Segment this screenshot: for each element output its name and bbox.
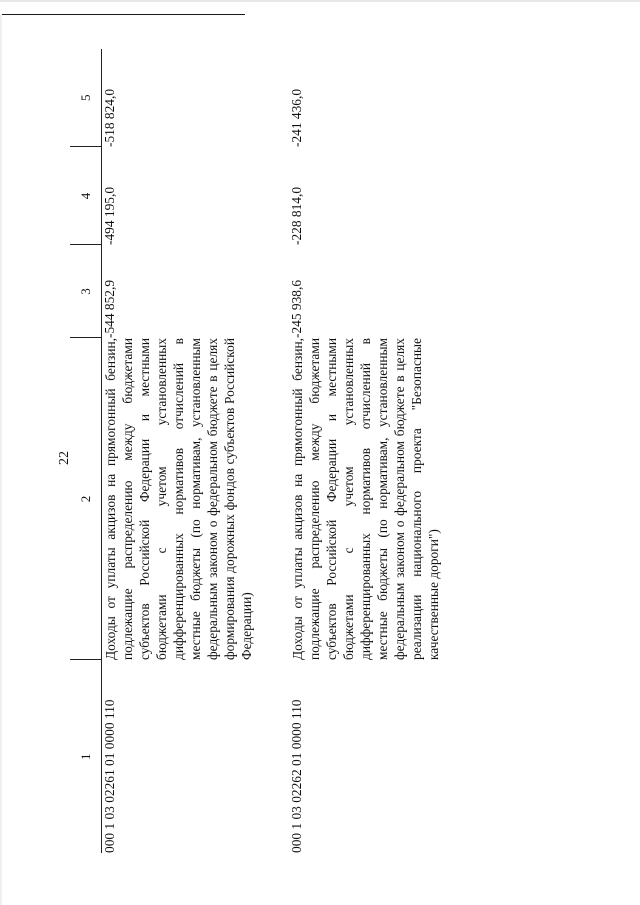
value-col4: -494 195,0 xyxy=(102,186,117,245)
table-header-row xyxy=(70,49,102,853)
col-header: 4 xyxy=(70,147,102,245)
revenue-name xyxy=(102,338,290,660)
revenue-name-text: Доходы от уплаты акцизов на прямогонный бензин, подлежащие распределению между бюджетами субъектов Российской Федерации и местными бюджетами с учетом установленных дифференцированных нормативов отчислений в местные бюджеты (по нормативам, установленным федеральным законом о федеральном бюджете в целях формирования дорожных фондов субъектов Российской Федерации) xyxy=(103,338,254,660)
table-row xyxy=(289,49,489,853)
col-header: 3 xyxy=(70,245,102,338)
col-header: 5 xyxy=(70,49,102,147)
value-col4: -228 814,0 xyxy=(289,186,304,245)
page-number: 22 xyxy=(57,451,72,465)
col-header: 1 xyxy=(70,660,102,853)
col-header: 2 xyxy=(70,338,102,660)
table-row xyxy=(102,49,290,853)
value-col3: -544 852,9 xyxy=(102,279,117,338)
revenue-name-text: Доходы от уплаты акцизов на прямогонный бензин, подлежащие распределению между бюджетами субъектов Российской Федерации и местными бюджетами с учетом установленных дифференцированных нормативов отчислений в местные бюджеты (по нормативам, установленным федеральным законом о федеральном бюджете в целях реализации национального проекта "Безопасные качественные дороги") xyxy=(290,338,441,660)
revenue-table xyxy=(70,49,489,853)
revenue-name xyxy=(289,338,489,660)
value-col5: -241 436,0 xyxy=(289,88,304,147)
value-col3: -245 938,6 xyxy=(289,279,304,338)
budget-code: 000 1 03 02261 01 0000 110 xyxy=(102,699,117,853)
budget-code: 000 1 03 02262 01 0000 110 xyxy=(289,699,304,853)
value-col5: -518 824,0 xyxy=(102,88,117,147)
